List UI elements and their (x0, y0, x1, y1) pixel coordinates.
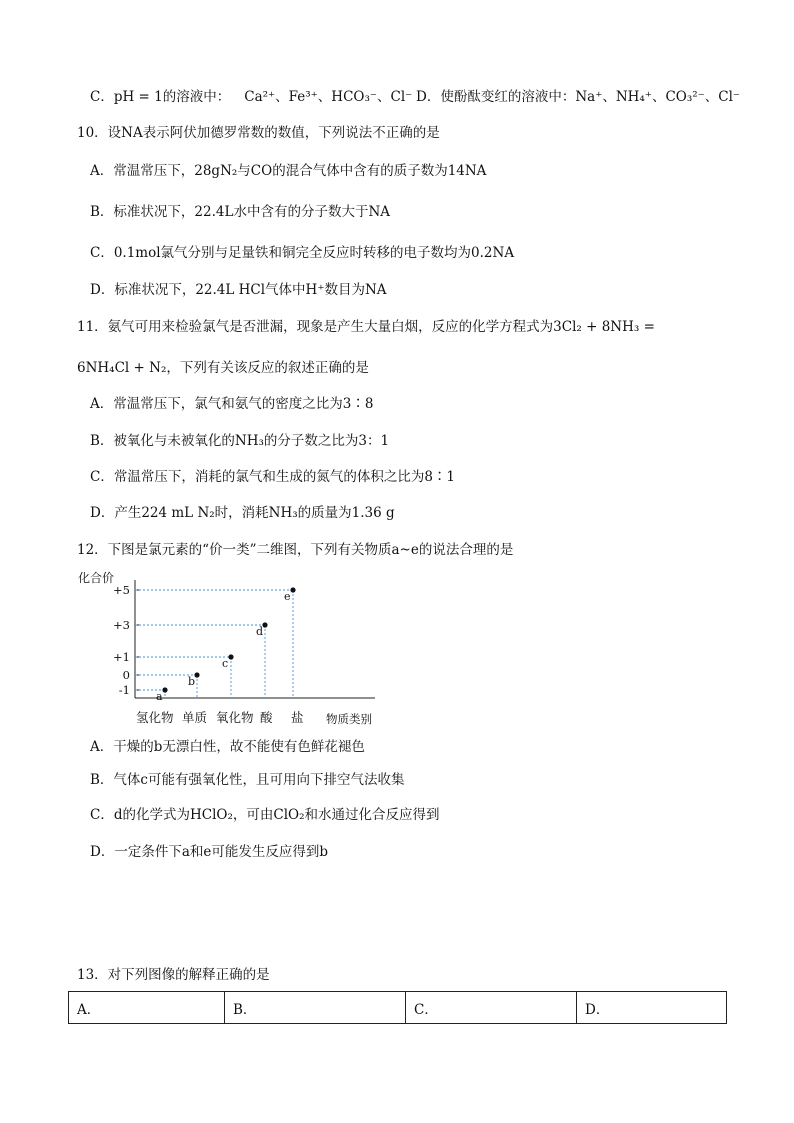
y-tick-label: +5 (113, 583, 130, 597)
q13-cell-a: A． (69, 992, 225, 1024)
q11-option-b: B．被氧化与未被氧化的NH₃的分子数之比为3：1 (90, 433, 390, 449)
q11-stem-line2: 6NH₄Cl + N₂，下列有关该反应的叙述正确的是 (77, 360, 369, 376)
data-point-c (228, 654, 233, 659)
q10-option-b: B．标准状况下，22.4L水中含有的分子数大于NA (90, 204, 391, 220)
q11-stem-line1: 11．氨气可用来检验氯气是否泄漏，现象是产生大量白烟，反应的化学方程式为3Cl₂ + 8NH₃ = (77, 319, 655, 335)
point-label: e (284, 590, 291, 603)
q9-option-d-ions: Na⁺、NH₄⁺、CO₃²⁻、Cl⁻ (575, 89, 741, 105)
q11-option-d: D．产生224 mL N₂时，消耗NH₃的质量为1.36 g (90, 505, 395, 521)
valence-class-chart (70, 568, 400, 733)
y-tick-label: 0 (122, 668, 130, 682)
category-label: 酸 (260, 710, 273, 725)
q9-option-c (90, 88, 412, 106)
category-label: 盐 (291, 710, 304, 725)
category-label: 氧化物 (216, 710, 254, 725)
data-point-e (290, 587, 295, 592)
q13-options-table (68, 991, 727, 1024)
point-label: c (222, 657, 229, 670)
chart-ylabel: 化合价 (78, 571, 115, 585)
chart-xlabel: 物质类别 (326, 712, 372, 726)
y-tick-label: +1 (113, 650, 130, 664)
q9-option-d (416, 88, 740, 106)
y-tick-label: +3 (113, 618, 130, 632)
data-point-a (162, 687, 167, 692)
q13-cell-d: D． (577, 992, 727, 1024)
q13-cell-b: B． (225, 992, 406, 1024)
q12-stem: 12．下图是氯元素的“价一类”二维图，下列有关物质a~e的说法合理的是 (77, 542, 514, 558)
q12-option-d: D．一定条件下a和e可能发生反应得到b (90, 844, 329, 860)
q12-option-a: A．干燥的b无漂白性，故不能使有色鲜花褪色 (90, 739, 365, 755)
q13-cell-c: C． (406, 992, 577, 1024)
q12-option-b: B．气体c可能有强氧化性，且可用向下排空气法收集 (90, 772, 405, 788)
q12-option-c: C．d的化学式为HClO₂，可由ClO₂和水通过化合反应得到 (90, 807, 440, 823)
q11-option-c: C．常温常压下，消耗的氯气和生成的氮气的体积之比为8∶1 (90, 469, 456, 485)
q10-stem: 10．设NA表示阿伏加德罗常数的数值，下列说法不正确的是 (77, 125, 440, 141)
data-point-d (262, 622, 267, 627)
q11-option-a: A．常温常压下，氯气和氨气的密度之比为3∶8 (90, 396, 374, 412)
q10-option-a: A．常温常压下，28gN₂与CO的混合气体中含有的质子数为14NA (90, 163, 487, 179)
q9-option-c-prefix: C．pH = 1的溶液中： (90, 89, 231, 105)
q10-option-d: D．标准状况下，22.4L HCl气体中H⁺数目为NA (90, 282, 387, 298)
q10-option-c: C．0.1mol氯气分别与足量铁和铜完全反应时转移的电子数均为0.2NA (90, 245, 515, 261)
q13-stem: 13．对下列图像的解释正确的是 (77, 967, 270, 983)
point-label: a (156, 690, 163, 703)
category-label: 氢化物 (136, 710, 174, 725)
q9-option-d-prefix: D．使酚酞变红的溶液中： (416, 89, 576, 105)
q9-option-c-ions: Ca²⁺、Fe³⁺、HCO₃⁻、Cl⁻ (244, 89, 413, 105)
category-label: 单质 (182, 710, 208, 725)
y-tick-label: -1 (118, 683, 130, 697)
data-point-b (194, 672, 199, 677)
point-label: d (256, 625, 264, 638)
point-label: b (188, 675, 196, 688)
